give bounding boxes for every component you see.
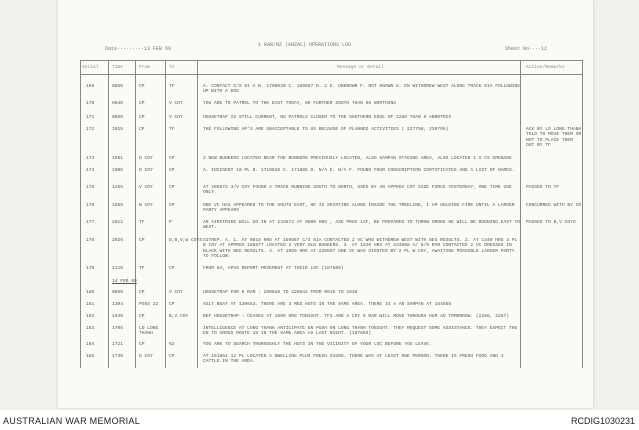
- to-cell: D,B,V,W COYS: [169, 238, 203, 243]
- serial-cell: 175: [86, 185, 95, 190]
- time-cell: 0850: [112, 115, 124, 120]
- message-cell: INTELLIGENCE AT LONG THANH ANTICIPATE EN PUSH ON LONG THANH TONIGHT. THEY REQUEST SOME ASSISTANCE. THEY EXPECT THE EN TO CROSS ROUTE 15 IN THE SAME AREA AS LAST NIGHT. (187869): [203, 326, 518, 337]
- footer-record-id: RCDIG1030231: [570, 416, 635, 426]
- from-cell: TF: [139, 220, 145, 225]
- to-cell: CP: [169, 354, 175, 359]
- time-cell: 1705: [112, 326, 124, 331]
- serial-cell: 179: [86, 266, 95, 271]
- time-cell: 2026: [112, 238, 124, 243]
- serial-cell: 181: [86, 302, 95, 307]
- from-cell: CP: [139, 314, 145, 319]
- time-cell: 1255: [112, 185, 124, 190]
- date-divider: 14 FEB 69: [112, 279, 137, 284]
- to-cell: CP: [169, 266, 175, 271]
- table-border-top: [80, 60, 582, 61]
- message-cell: AT 205872 3/V COY FOUND A TRACK RUNNING SOUTH TO NORTH, USED BY AN APPROX COY SIZE FORCE YESTERDAY, ONE TIME USE ONLY: [203, 185, 512, 196]
- serial-cell: 177: [86, 220, 95, 225]
- column-header: Serial: [82, 65, 99, 70]
- message-cell: HOUSETRAP FOR 9 RAR : 200848 TO 220842 FROM 0915 TO 1630: [203, 290, 358, 295]
- time-cell: 1051: [112, 156, 124, 161]
- date-field: Date·········13 FEB 69: [105, 46, 172, 52]
- sheet-value: 12: [541, 46, 548, 52]
- to-cell: V COY: [169, 101, 183, 106]
- from-cell: CP: [139, 115, 145, 120]
- action-cell: PASSED TO B,V COYS: [526, 220, 576, 225]
- to-cell: B,V COY: [169, 314, 189, 319]
- serial-cell: 183: [86, 326, 95, 331]
- message-cell: ASLT BOAT AT 130653. THERE ARE 3 MED HUTS IN THE SAME AREA. THERE IS A AN SAMPAN AT 164858: [203, 302, 452, 307]
- time-cell: 2012: [112, 220, 124, 225]
- message-cell: YOU ARE TO PATROL TO THE EAST TODAY, NO FURTHER SOUTH THAN 86 NORTHING: [203, 101, 396, 106]
- to-cell: CP: [169, 185, 175, 190]
- from-cell: D COY: [139, 168, 153, 173]
- from-cell: TF: [139, 266, 145, 271]
- date-label: Date: [105, 46, 118, 52]
- time-cell: 1630: [112, 314, 124, 319]
- time-cell: 0850: [112, 290, 124, 295]
- column-divider: [80, 60, 81, 368]
- message-cell: A. INCIDENT 10 PL B. 1710838 C. 171886 D. N/A E. N/A F. FOUND FOUR CONSCRIPTION CERTIFICATES AND A LIST OF NAMES.: [203, 168, 515, 173]
- from-cell: D COY: [139, 354, 153, 359]
- from-cell: CP: [139, 238, 145, 243]
- header-divider: [80, 74, 582, 75]
- to-cell: 62: [169, 342, 175, 347]
- from-cell: V COY: [139, 185, 153, 190]
- message-cell: AN AIRSTRIKE WILL GO IN AT 233873 AT 0800 HRS , AXE PROX 13F, BE PREPARED TO THROW SMOKE HE WILL BE RUNNING EAST TO WEST.: [203, 220, 521, 231]
- message-cell: 2 NEW BUNKERS LOCATED NEAR THE BUNKERS PREVIOUSLY LOCATED, ALSO SAMPAN STAGING AREA, ALSO LOCATED 1 X CS GRENADE: [203, 156, 512, 161]
- serial-cell: 173: [86, 156, 95, 161]
- from-cell: CP: [139, 127, 145, 132]
- message-cell: REF HOUSETRAP : CEASES AT 1600 HRS TONIGHT. TF3 AND A COY 9 RAR WILL MOVE THROUGH OUR AO TOMORROW. (2286, 2287): [203, 314, 509, 319]
- time-cell: 1304: [112, 302, 124, 307]
- from-cell: CP: [139, 290, 145, 295]
- time-cell: 1015: [112, 127, 124, 132]
- to-cell: CP: [169, 302, 175, 307]
- footer: [0, 410, 639, 430]
- time-cell: 1859: [112, 203, 124, 208]
- time-cell: 1730: [112, 354, 124, 359]
- column-header: Time: [112, 65, 124, 70]
- serial-cell: 172: [86, 127, 95, 132]
- from-cell: CP: [139, 84, 145, 89]
- to-cell: TF: [169, 127, 175, 132]
- to-cell: CP: [169, 168, 175, 173]
- time-cell: 0850: [112, 84, 124, 89]
- to-cell: TF: [169, 84, 175, 89]
- from-cell: CP: [139, 101, 145, 106]
- from-cell: CP: [139, 342, 145, 347]
- to-cell: V COY: [169, 115, 183, 120]
- message-cell: SITREP. A. 1. AT 0815 HRS AT 189867 C/S 61A CONTACTED 2 VC WHO WITHDREW WEST WITH NEG RESULTS. 2. AT 1340 HRS 3 PL B COY AT APPROX 188877 LOCATED 2 VERY OLD BUNKERS. 3. AT 1520 HRS AT 233888 A/ 6/9 RAR CONTACTED 2 VC DRESSED IN BLACK WITH NEG RESULTS. 4. AT 1859 HRS AT 220867 ONE VC WAS SIGHTED BY 2 PL W COY, AWAITING POSSIBLE LARGER PARTY TO FOLLOW.: [203, 238, 518, 260]
- from-cell: W COY: [139, 203, 153, 208]
- to-cell: V COY: [169, 290, 183, 295]
- page-title: 1 RAR/NZ (ANZAC) OPERATIONS LOG: [258, 42, 352, 48]
- message-cell: HOUSETRAP IS STILL CURRENT, NO PATROLS CLOSER TO THE SOUTHERN EDGE OF 2286 THAN 8 ABBOTRIS: [203, 115, 452, 120]
- message-cell: AT 161864 12 PL LOCATED A DWELLING PLUS FRESH SIGNS. THERE WAS AT LEAST ONE PERSON. THERE IS FRESH FOOD AND 3 CATTLE IN THE AREA.: [203, 354, 504, 365]
- serial-cell: 171: [86, 115, 95, 120]
- column-divider: [135, 60, 136, 368]
- serial-cell: 170: [86, 101, 95, 106]
- message-cell: A. CONTACT C/S 61 A B. 1700830 C. 189867 D. 2 E. UNKNOWN F. NOT KNOWN G. EN WITHDREW WEST ALONG TRACK 61A FOLLOWING UP WITH A DOG: [203, 84, 521, 95]
- from-cell: POSS 22: [139, 302, 159, 307]
- to-cell: CP: [169, 156, 175, 161]
- sheet-field: Sheet No····12: [505, 46, 548, 52]
- serial-cell: 182: [86, 314, 95, 319]
- action-cell: ACK BY LO LONG THANH TOLD TO MOVE THEM OR NOT TO PLACE THEM OUT BY TF: [526, 127, 582, 149]
- sheet-label: Sheet No: [505, 46, 530, 52]
- time-cell: 1005: [112, 168, 124, 173]
- column-header: From: [139, 65, 151, 70]
- serial-cell: 180: [86, 290, 95, 295]
- serial-cell: 174: [86, 168, 95, 173]
- serial-cell: 169: [86, 84, 95, 89]
- serial-cell: 185: [86, 354, 95, 359]
- message-cell: YOU ARE TO SEARCH THOROUGHLY THE HUTS IN THE VICINITY OF YOUR LOC BEFORE YOU LEAVE.: [203, 342, 432, 347]
- column-header: Message or Detail: [337, 65, 384, 70]
- message-cell: THE FOLLOWING AP'S ARE UNACCEPTABLE TO US BECAUSE OF PLANNED ACTIVITIES ( 227798, 230795): [203, 127, 449, 132]
- column-header: Action/Remarks: [526, 65, 565, 70]
- column-header: To: [169, 65, 175, 70]
- to-cell: P: [169, 220, 172, 225]
- action-cell: CONCURRED WITH BY CO: [526, 203, 582, 208]
- message-cell: ONE VC HAS APPEARED TO THE SOUTH EAST, HE IS SKIRTING ALONG INSIDE THE TREELINE, I AM HOLDING FIRE UNTIL A LARGER PARTY APPEARS: [203, 203, 515, 214]
- serial-cell: 176: [86, 203, 95, 208]
- serial-cell: 178: [86, 238, 95, 243]
- from-cell: D COY: [139, 156, 153, 161]
- footer-institution: AUSTRALIAN WAR MEMORIAL: [3, 416, 141, 426]
- serial-cell: 184: [86, 342, 95, 347]
- time-cell: 2110: [112, 266, 124, 271]
- time-cell: 1721: [112, 342, 124, 347]
- column-divider: [582, 60, 583, 368]
- action-cell: PASSED TO TF: [526, 185, 560, 190]
- from-cell: LO LONG THANH: [139, 326, 159, 337]
- column-divider: [108, 60, 109, 368]
- to-cell: CP: [169, 203, 175, 208]
- message-cell: FROM 6A, APVS REPORT MOVEMENT AT THEIR LOC (187600): [203, 266, 344, 271]
- date-value: 13 FEB 69: [144, 46, 172, 52]
- time-cell: 0840: [112, 101, 124, 106]
